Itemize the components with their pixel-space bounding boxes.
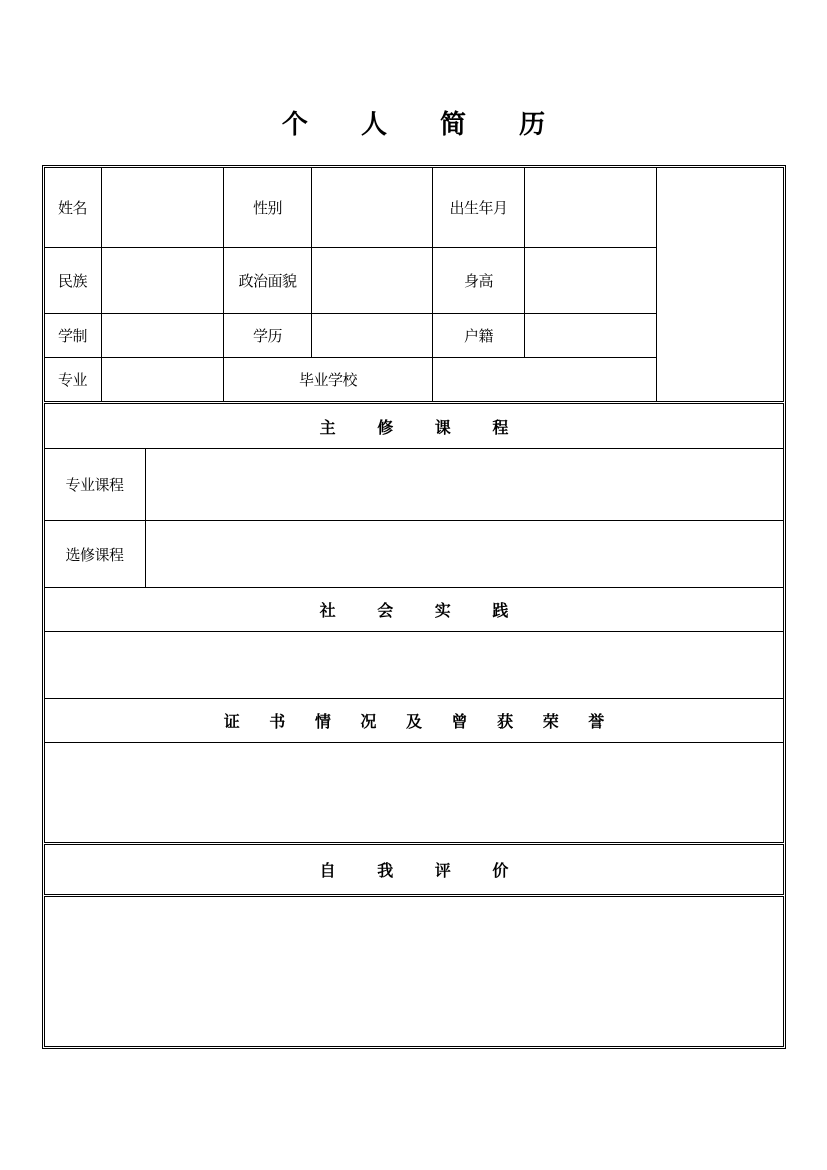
field-height[interactable]	[525, 248, 656, 313]
label-gender: 性别	[252, 199, 282, 217]
label-birth: 出生年月	[449, 199, 508, 217]
field-name[interactable]	[102, 168, 223, 247]
label-household-registration: 户籍	[463, 327, 493, 345]
label-elective-courses: 选修课程	[65, 545, 124, 564]
label-education: 学历	[252, 327, 282, 345]
label-major-courses: 专业课程	[65, 476, 124, 494]
field-elective-courses[interactable]	[146, 521, 783, 587]
section-self-evaluation: 自 我 评 价	[319, 861, 527, 880]
label-name: 姓名	[57, 199, 87, 217]
section-certificates-honors: 证 书 情 况 及 曾 获 荣 誉	[223, 712, 617, 731]
field-social-practice[interactable]	[45, 632, 783, 698]
field-major-courses[interactable]	[146, 449, 783, 520]
field-education[interactable]	[312, 314, 432, 357]
field-certificates-honors[interactable]	[45, 743, 783, 842]
field-schooling-length[interactable]	[102, 314, 223, 357]
field-self-evaluation[interactable]	[45, 897, 783, 1046]
field-graduate-school[interactable]	[433, 358, 656, 401]
field-birth[interactable]	[525, 168, 656, 247]
section-social-practice: 社 会 实 践	[319, 601, 527, 620]
label-schooling-length: 学制	[57, 327, 87, 345]
label-ethnicity: 民族	[57, 272, 87, 290]
label-graduate-school: 毕业学校	[298, 371, 357, 389]
photo-area[interactable]	[657, 168, 783, 401]
field-political-status[interactable]	[312, 248, 432, 313]
label-height: 身高	[463, 272, 493, 290]
section-main-courses: 主 修 课 程	[319, 417, 527, 437]
field-household-registration[interactable]	[525, 314, 656, 357]
field-ethnicity[interactable]	[102, 248, 223, 313]
field-major[interactable]	[102, 358, 223, 401]
field-gender[interactable]	[312, 168, 432, 247]
label-major: 专业	[57, 371, 87, 389]
label-political-status: 政治面貌	[238, 272, 297, 290]
page-title: 个 人 简 历	[281, 110, 568, 140]
